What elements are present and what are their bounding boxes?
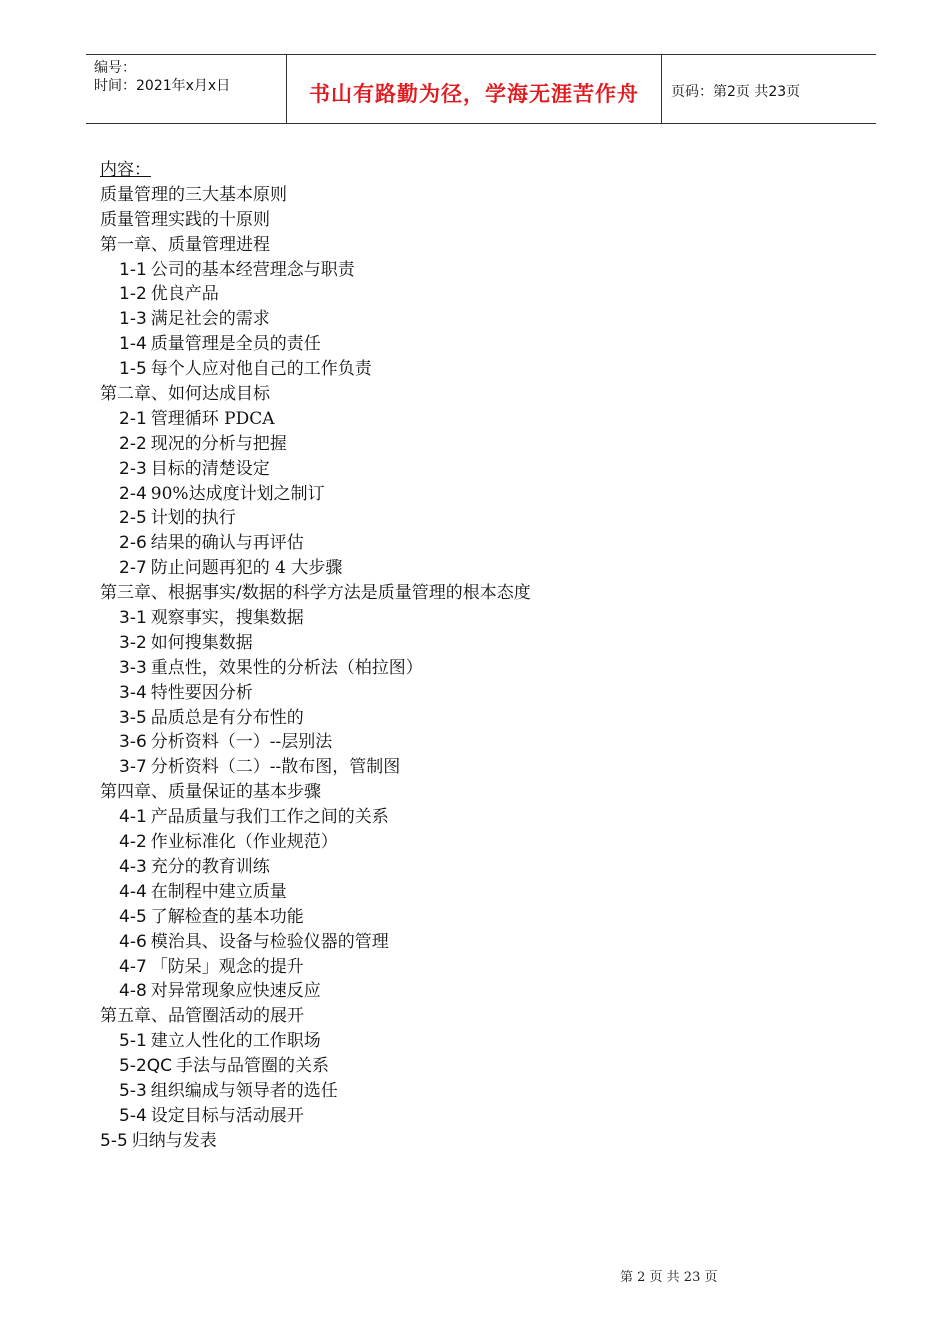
toc-section-item — [100, 233, 531, 258]
toc-item-number: 4-6 — [119, 931, 147, 952]
toc-item-text: 了解检查的基本功能 — [150, 906, 304, 927]
toc-subsection-item — [100, 631, 531, 656]
toc-item-number: 3-1 — [119, 608, 147, 629]
toc-item-text: 充分的教育训练 — [150, 856, 270, 877]
toc-item-text: 对异常现象应快速反应 — [150, 981, 321, 1002]
toc-item-text: 每个人应对他自己的工作负责 — [150, 359, 372, 380]
table-of-contents — [100, 158, 531, 1154]
header-motto-cell — [286, 55, 662, 123]
toc-item-text: 分析资料（二）--散布图，管制图 — [150, 757, 401, 778]
toc-item-text: 第五章、品管圈活动的展开 — [100, 1006, 304, 1027]
toc-item-number: 3-3 — [119, 657, 147, 678]
toc-item-text: 分析资料（一）--层别法 — [150, 732, 333, 753]
toc-subsection-item — [100, 656, 531, 681]
toc-subsection-item — [100, 905, 531, 930]
toc-subsection-item — [100, 357, 531, 382]
toc-item-number: 2-3 — [119, 458, 147, 479]
toc-section-item — [100, 382, 531, 407]
toc-item-text: 计划的执行 — [150, 508, 236, 529]
toc-subsection-item — [100, 855, 531, 880]
toc-section-item — [100, 208, 531, 233]
document-time-label: 时间：2021年x月x日 — [94, 78, 231, 94]
toc-item-text: 如何搜集数据 — [150, 632, 253, 653]
toc-item-text: 第一章、质量管理进程 — [100, 234, 270, 255]
toc-item-text: 防止问题再犯的 4 大步骤 — [150, 558, 343, 579]
toc-item-text: 组织编成与领导者的选任 — [150, 1080, 338, 1101]
toc-item-text: 质量管理实践的十原则 — [100, 209, 270, 230]
toc-item-text: 结果的确认与再评估 — [150, 533, 304, 554]
header-page-info: 页码：第2页 共23页 — [671, 84, 801, 100]
toc-item-text: 产品质量与我们工作之间的关系 — [150, 807, 389, 828]
toc-subsection-item — [100, 1104, 531, 1129]
toc-section-item — [100, 183, 531, 208]
toc-heading-text: 内容： — [100, 160, 151, 180]
toc-item-text: 质量管理是全员的责任 — [150, 334, 321, 355]
toc-item-text: 「防呆」观念的提升 — [150, 956, 304, 977]
toc-subsection-item — [100, 258, 531, 283]
toc-subsection-item — [100, 282, 531, 307]
toc-subsection-item — [100, 606, 531, 631]
toc-item-text: 第三章、根据事实/数据的科学方法是质量管理的根本态度 — [100, 583, 531, 604]
toc-item-number: 4-1 — [119, 807, 147, 828]
toc-item-text: 优良产品 — [150, 284, 219, 305]
toc-item-number: 4-5 — [119, 906, 147, 927]
toc-item-number: 3-4 — [119, 682, 147, 703]
toc-subsection-item — [100, 730, 531, 755]
toc-item-text: 现况的分析与把握 — [150, 433, 287, 454]
toc-item-number: 2-7 — [119, 558, 147, 579]
header-motto: 书山有路勤为径，学海无涯苦作舟 — [309, 81, 639, 106]
toc-subsection-item — [100, 880, 531, 905]
toc-subsection-item — [100, 706, 531, 731]
toc-item-text: 满足社会的需求 — [150, 309, 270, 330]
toc-subsection-item — [100, 432, 531, 457]
toc-subsection-item — [100, 307, 531, 332]
toc-subsection-item — [100, 457, 531, 482]
toc-item-text: 建立人性化的工作职场 — [150, 1031, 321, 1052]
toc-section-item — [100, 1004, 531, 1029]
document-number-label: 编号： — [94, 60, 136, 76]
toc-subsection-item — [100, 805, 531, 830]
toc-item-number: 5-5 — [100, 1130, 128, 1151]
toc-item-text: 质量管理的三大基本原则 — [100, 184, 287, 205]
toc-item-number: 2-5 — [119, 508, 147, 529]
toc-item-text: 作业标准化（作业规范） — [150, 832, 338, 853]
toc-item-number: 4-7 — [119, 956, 147, 977]
toc-item-number: 1-2 — [119, 284, 147, 305]
toc-item-number: 4-3 — [119, 856, 147, 877]
toc-heading — [100, 158, 531, 183]
toc-subsection-item — [100, 407, 531, 432]
toc-section-item — [100, 581, 531, 606]
toc-item-text: 观察事实，搜集数据 — [150, 608, 304, 629]
toc-item-number: 2-6 — [119, 533, 147, 554]
toc-subsection-item — [100, 979, 531, 1004]
toc-item-number: 5-1 — [119, 1031, 147, 1052]
toc-item-text: 管理循环 PDCA — [150, 408, 275, 429]
toc-section-item — [100, 1129, 531, 1154]
toc-item-number: 4-2 — [119, 832, 147, 853]
toc-item-number: 1-5 — [119, 359, 147, 380]
toc-item-number: 2-2 — [119, 433, 147, 454]
toc-subsection-item — [100, 1054, 531, 1079]
toc-item-number: 2-4 — [119, 483, 147, 504]
toc-item-number: 5-3 — [119, 1080, 147, 1101]
header-left-cell — [86, 55, 286, 123]
toc-item-number: 3-2 — [119, 632, 147, 653]
toc-item-text: 归纳与发表 — [131, 1130, 217, 1151]
toc-subsection-item — [100, 332, 531, 357]
header-right-cell — [661, 55, 876, 123]
toc-subsection-item — [100, 830, 531, 855]
toc-item-number: 5-2QC — [119, 1056, 173, 1077]
toc-subsection-item — [100, 930, 531, 955]
toc-item-number: 1-1 — [119, 259, 147, 280]
toc-item-text: 设定目标与活动展开 — [150, 1105, 304, 1126]
toc-item-number: 3-5 — [119, 707, 147, 728]
toc-item-text: 特性要因分析 — [150, 682, 253, 703]
toc-item-number: 3-7 — [119, 757, 147, 778]
toc-item-number: 4-8 — [119, 981, 147, 1002]
toc-subsection-item — [100, 1029, 531, 1054]
toc-item-number: 2-1 — [119, 408, 147, 429]
toc-item-number: 1-4 — [119, 334, 147, 355]
toc-item-text: 在制程中建立质量 — [150, 881, 287, 902]
toc-item-text: 目标的清楚设定 — [150, 458, 270, 479]
footer-page-number: 第 2 页 共 23 页 — [620, 1270, 718, 1285]
toc-subsection-item — [100, 482, 531, 507]
toc-item-number: 4-4 — [119, 881, 147, 902]
toc-item-text: 重点性，效果性的分析法（柏拉图） — [150, 657, 423, 678]
toc-subsection-item — [100, 755, 531, 780]
toc-item-text: 手法与品管圈的关系 — [176, 1056, 330, 1077]
toc-subsection-item — [100, 1079, 531, 1104]
toc-section-item — [100, 780, 531, 805]
toc-item-number: 3-6 — [119, 732, 147, 753]
toc-subsection-item — [100, 955, 531, 980]
toc-subsection-item — [100, 556, 531, 581]
toc-item-text: 品质总是有分布性的 — [150, 707, 304, 728]
toc-item-text: 第四章、质量保证的基本步骤 — [100, 782, 321, 803]
toc-item-number: 1-3 — [119, 309, 147, 330]
toc-item-text: 90%达成度计划之制订 — [150, 483, 325, 504]
toc-item-text: 模治具、设备与检验仪器的管理 — [150, 931, 389, 952]
document-header — [86, 54, 876, 124]
toc-item-number: 5-4 — [119, 1105, 147, 1126]
toc-subsection-item — [100, 506, 531, 531]
toc-subsection-item — [100, 531, 531, 556]
toc-item-text: 公司的基本经营理念与职责 — [150, 259, 355, 280]
toc-subsection-item — [100, 681, 531, 706]
toc-item-text: 第二章、如何达成目标 — [100, 384, 270, 405]
